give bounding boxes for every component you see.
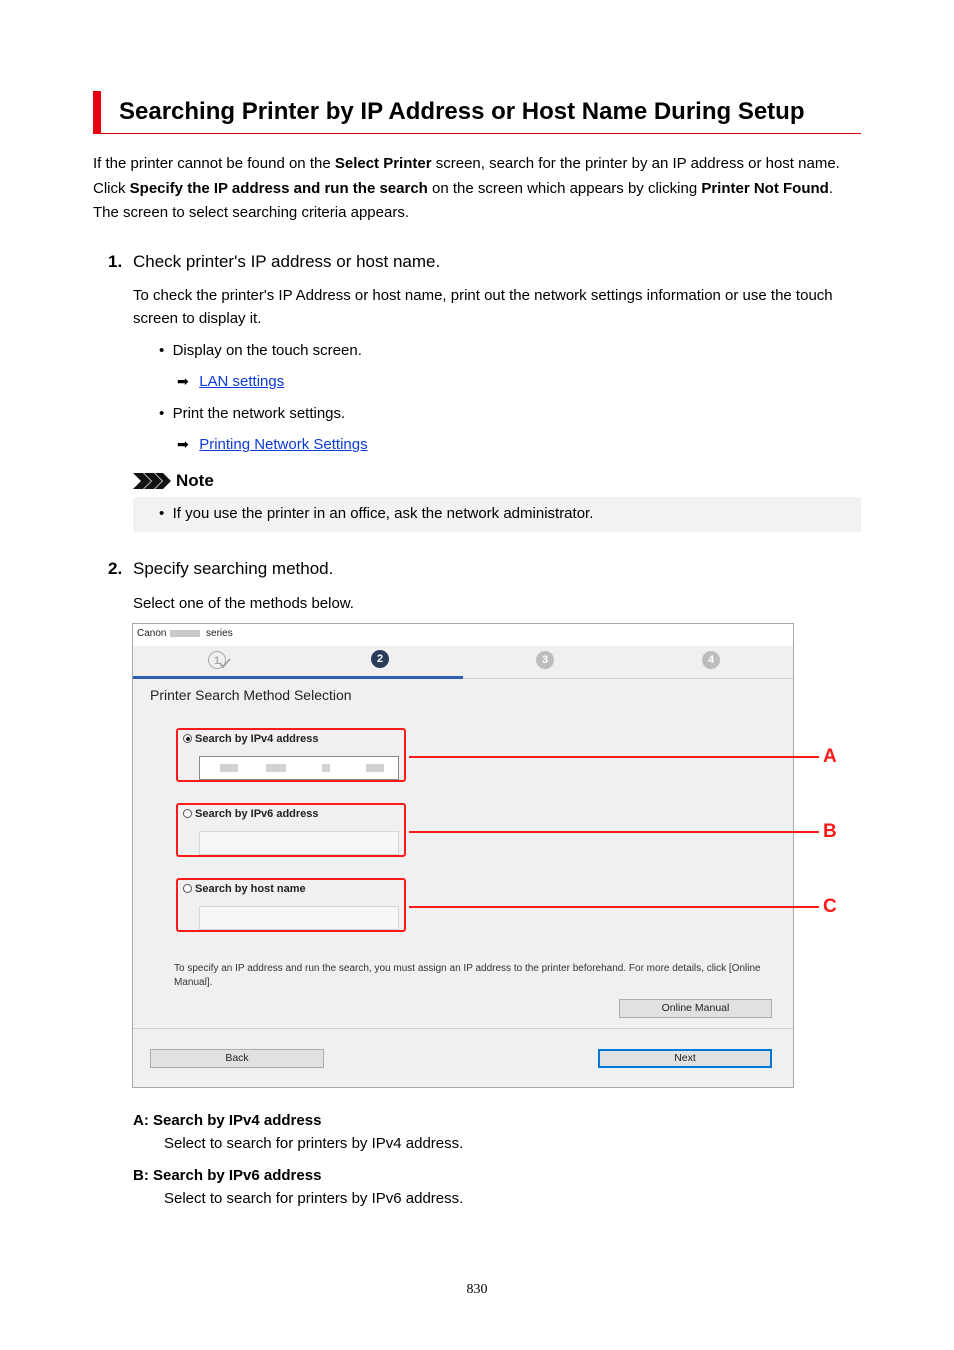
- option-ipv4-label: Search by IPv4 address: [195, 733, 319, 745]
- note-label: Note: [176, 471, 214, 490]
- dialog-brand: Canon: [137, 628, 167, 639]
- hostname-input[interactable]: [199, 906, 399, 930]
- callout-line-b: [409, 831, 819, 833]
- definition-desc-b: Select to search for printers by IPv6 address.: [164, 1190, 464, 1207]
- option-ipv6[interactable]: [183, 808, 319, 820]
- step-1-title: Check printer's IP address or host name.: [133, 252, 441, 271]
- option-hostname-label: Search by host name: [195, 883, 306, 895]
- option-ipv4[interactable]: [183, 733, 319, 745]
- step-4-circle: [702, 651, 720, 669]
- definition-term-a: A: Search by IPv4 address: [133, 1112, 322, 1129]
- intro-paragraph: [93, 152, 861, 226]
- dialog-series: series: [206, 628, 233, 639]
- model-name-redacted: [170, 630, 200, 637]
- step-3-circle: [536, 651, 554, 669]
- intro-bold-printer-not-found: Printer Not Found: [701, 179, 829, 197]
- intro-text-3: on the screen which appears by clicking: [427, 179, 702, 197]
- note-bullet: • If you use the printer in an office, ask the network administrator.: [159, 505, 594, 522]
- step-2-description: Select one of the methods below.: [133, 595, 354, 612]
- ipv6-address-input[interactable]: [199, 831, 399, 855]
- back-button[interactable]: Back: [150, 1049, 324, 1068]
- dialog-info-text: To specify an IP address and run the search, you must assign an IP address to the printer beforehand. For more details, click [Online Manual].: [174, 963, 761, 988]
- note-chevrons-icon: [133, 473, 173, 489]
- lan-settings-link[interactable]: LAN settings: [199, 373, 285, 390]
- page-title: Searching Printer by IP Address or Host Name During Setup: [119, 98, 805, 125]
- intro-text-2: screen, search for the printer by an IP address or host name. Click: [93, 155, 840, 197]
- printer-search-dialog: [132, 623, 794, 1088]
- next-button[interactable]: Next: [598, 1049, 772, 1068]
- online-manual-button[interactable]: Online Manual: [619, 999, 772, 1018]
- intro-bold-select-printer: Select Printer: [334, 155, 432, 172]
- link-row-lan-settings: [177, 373, 284, 391]
- heading-accent-bar: [93, 91, 101, 133]
- ipv4-address-input[interactable]: [199, 756, 399, 780]
- note-text: If you use the printer in an office, ask the network administrator.: [172, 505, 594, 522]
- bullet-print-settings-text: Print the network settings.: [172, 405, 346, 422]
- heading-underline: [93, 133, 861, 134]
- printing-network-settings-link[interactable]: Printing Network Settings: [199, 436, 368, 453]
- step-1-description: To check the printer's IP Address or host name, print out the network settings information or use the touch screen to display it.: [133, 287, 833, 327]
- step-2-circle: [371, 650, 389, 668]
- callout-letter-c: C: [823, 896, 837, 917]
- intro-text-4: . The screen to select searching criteria appears.: [93, 179, 833, 221]
- step-3-circle-label: 3: [541, 654, 549, 666]
- dialog-step-indicator: [133, 646, 793, 679]
- option-ipv6-label: Search by IPv6 address: [195, 808, 319, 820]
- callout-letter-a: A: [823, 746, 837, 767]
- radio-ipv4[interactable]: [183, 734, 192, 743]
- radio-hostname[interactable]: [183, 884, 192, 893]
- step-1-circle-label: 1: [213, 655, 221, 667]
- step-1-number: 1.: [108, 252, 123, 271]
- step-2-number: 2.: [108, 559, 123, 578]
- intro-text-1: If the printer cannot be found on the: [93, 155, 335, 172]
- intro-bold-specify-ip: Specify the IP address and run the search: [129, 179, 428, 197]
- callout-line-c: [409, 906, 819, 908]
- bullet-touch-screen: • Display on the touch screen.: [159, 342, 362, 359]
- dialog-heading: Printer Search Method Selection: [150, 687, 352, 703]
- definition-desc-a: Select to search for printers by IPv4 address.: [164, 1135, 464, 1152]
- dialog-footer-separator: [133, 1028, 793, 1029]
- callout-letter-b: B: [823, 821, 837, 842]
- bullet-print-settings: • Print the network settings.: [159, 405, 346, 422]
- page-number: 830: [466, 1282, 488, 1297]
- radio-ipv6[interactable]: [183, 809, 192, 818]
- arrow-right-icon: ➡: [177, 373, 189, 389]
- active-step-underline: [133, 676, 463, 679]
- checkmark-icon: [219, 657, 231, 669]
- step-2-circle-label: 2: [376, 653, 384, 665]
- option-hostname[interactable]: [183, 883, 306, 895]
- step-2-title: Specify searching method.: [133, 559, 334, 578]
- link-row-printing-network-settings: [177, 436, 368, 454]
- callout-line-a: [409, 756, 819, 758]
- bullet-touch-screen-text: Display on the touch screen.: [172, 342, 362, 359]
- definition-term-b: B: Search by IPv6 address: [133, 1167, 322, 1184]
- step-4-circle-label: 4: [707, 654, 715, 666]
- arrow-right-icon: ➡: [177, 436, 189, 452]
